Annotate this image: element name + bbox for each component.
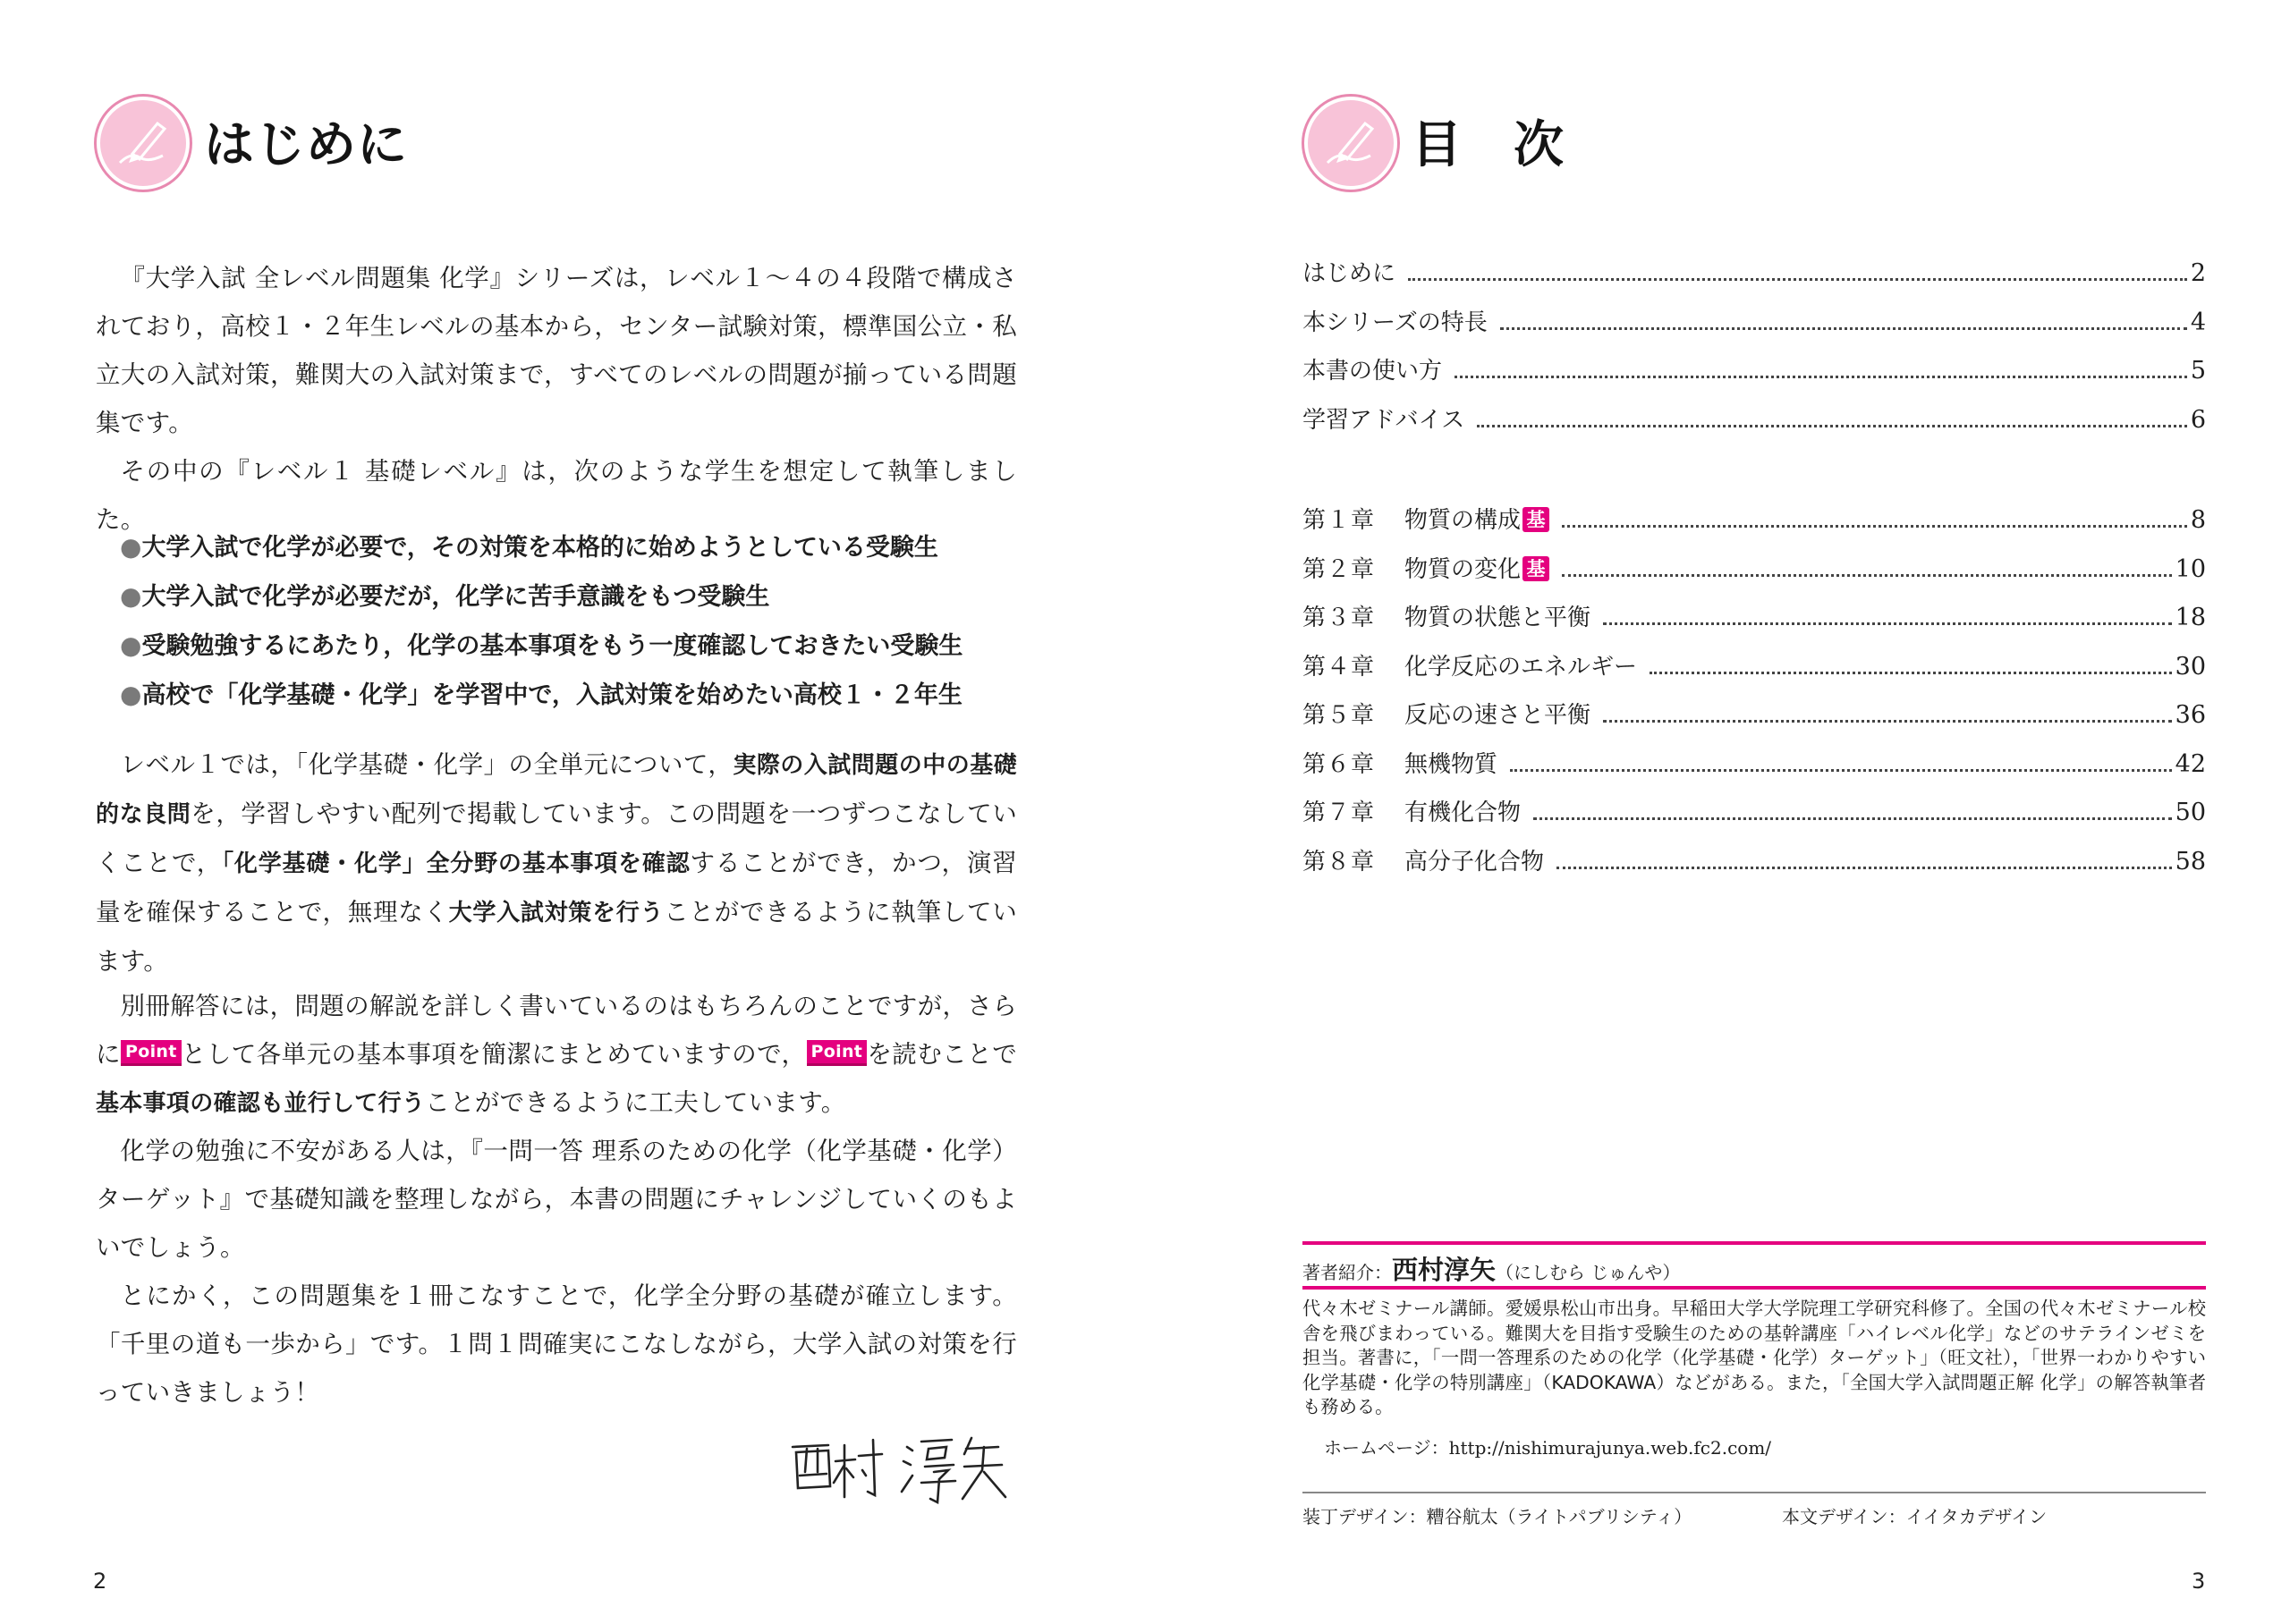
toc-chapter-item[interactable]: 第８章 高分子化合物 58	[1302, 847, 2206, 875]
list-item: ●大学入試で化学が必要だが，化学に苦手意識をもつ受験生	[120, 581, 770, 611]
toc-chapter-list	[1302, 502, 2206, 892]
right-page	[1145, 0, 2290, 1624]
bullet-marker: ●	[120, 532, 142, 562]
basic-badge: 基	[1522, 507, 1549, 532]
list-item: ●高校で「化学基礎・化学」を学習中で，入試対策を始めたい高校１・２年生	[120, 680, 963, 709]
page-title: はじめに	[204, 116, 408, 174]
author-bio: 代々木ゼミナール講師。愛媛県松山市出身。早稲田大学大学院理工学研究科修了。全国の代々木ゼミナール校舎を飛びまわっている。難関大を目指す受験生のための基幹講座「ハイレベル化学」などのサテラインゼミを担当。著書に，「一問一答理系のための化学（化学基礎・化学）ターゲット」（旺文社），「世界一わかりやすい化学基礎・化学の特別講座」（KADOKAWA）などがある。また，「全国大学入試問題正解 化学」の解答執筆者も務める。	[1302, 1298, 2206, 1417]
homepage-link[interactable]: http://nishimurajunya.web.fc2.com/	[1448, 1437, 1772, 1459]
target-student-list	[120, 523, 963, 720]
toc-chapter-item[interactable]: 第６章 無機物質 42	[1302, 749, 2206, 778]
toc-item[interactable]: はじめに 2	[1302, 259, 2206, 287]
intro-paragraph-6: とにかく，この問題集を１冊こなすことで，化学全分野の基礎が確立します。「千里の道も一歩から」です。１問１問確実にこなしながら，大学入試の対策を行っていきましょう！	[96, 1281, 1017, 1407]
toc-item[interactable]: 学習アドバイス 6	[1302, 405, 2206, 434]
intro-paragraph-1: 『大学入試 全レベル問題集 化学』シリーズは，レベル１～４の４段階で構成されており，高校１・２年生レベルの基本から，センター試験対策，標準国公立・私立大の入試対策，難関大の入試対策まで，すべてのレベルの問題が揃っている問題集です。	[96, 264, 1017, 437]
intro-paragraph-2: その中の『レベル１ 基礎レベル』は，次のような学生を想定して執筆しました。	[96, 457, 1017, 534]
bullet-marker: ●	[120, 630, 142, 660]
author-rule-bottom	[1302, 1286, 2206, 1290]
intro-paragraph-4: 別冊解答には，問題の解説を詳しく書いているのはもちろんのことですが，さらに Point として各単元の基本事項を簡潔にまとめていますので， Point を読むことで基本事項の確認も並行して行うことができるように工夫しています。	[96, 992, 1017, 1117]
toc-chapter-item[interactable]: 第４章 化学反応のエネルギー 30	[1302, 652, 2206, 681]
cover-design-credit: 装丁デザイン：糟谷航太（ライトパブリシティ）	[1302, 1506, 1692, 1527]
toc-title: 目 次	[1412, 116, 1565, 174]
bullet-marker: ●	[120, 680, 142, 709]
toc-item[interactable]: 本シリーズの特長 4	[1302, 308, 2206, 336]
toc-chapter-item[interactable]: 第３章 物質の状態と平衡 18	[1302, 604, 2206, 631]
point-tag: Point	[807, 1040, 868, 1066]
author-heading: 著者紹介：西村淳矢（にしむら じゅんや）	[1302, 1255, 1681, 1285]
author-name: 西村淳矢	[1392, 1255, 1497, 1285]
pen-writing-icon	[97, 97, 190, 190]
author-homepage: ホームページ：http://nishimurajunya.web.fc2.com/	[1324, 1437, 1772, 1459]
toc-front-list	[1302, 255, 2206, 450]
bullet-marker: ●	[120, 581, 142, 611]
body-design-credit: 本文デザイン：イイタカデザイン	[1782, 1506, 2048, 1527]
toc-chapter-item[interactable]: 第１章 物質の構成 基 8	[1302, 506, 2206, 534]
intro-paragraph-5: 化学の勉強に不安がある人は，『一問一答 理系のための化学（化学基礎・化学）ターゲット』で基礎知識を整理しながら，本書の問題にチャレンジしていくのもよいでしょう。	[96, 1137, 1017, 1262]
basic-badge: 基	[1522, 556, 1549, 581]
pen-writing-icon	[1304, 97, 1397, 190]
page-number: 2	[93, 1569, 107, 1594]
point-tag: Point	[121, 1040, 182, 1066]
intro-paragraph-3: レベル１では，「化学基礎・化学」の全単元について，実際の入試問題の中の基礎的な良問を，学習しやすい配列で掲載しています。この問題を一つずつこなしていくことで，「化学基礎・化学」全分野の基本事項を確認することができ，かつ，演習量を確保することで，無理なく大学入試対策を行うことができるように執筆しています。	[96, 750, 1018, 976]
page-number: 3	[2192, 1569, 2206, 1594]
list-item: ●受験勉強するにあたり，化学の基本事項をもう一度確認しておきたい受験生	[120, 630, 963, 660]
toc-item[interactable]: 本書の使い方 5	[1302, 357, 2206, 385]
signature	[787, 1427, 1011, 1508]
credits-divider	[1302, 1492, 2206, 1493]
toc-chapter-item[interactable]: 第７章 有機化合物 50	[1302, 799, 2206, 826]
toc-chapter-item[interactable]: 第２章 物質の変化 基 10	[1302, 554, 2206, 583]
author-rule-top	[1302, 1241, 2206, 1245]
toc-chapter-item[interactable]: 第５章 反応の速さと平衡 36	[1302, 701, 2206, 729]
list-item: ●大学入試で化学が必要で，その対策を本格的に始めようとしている受験生	[120, 532, 938, 562]
